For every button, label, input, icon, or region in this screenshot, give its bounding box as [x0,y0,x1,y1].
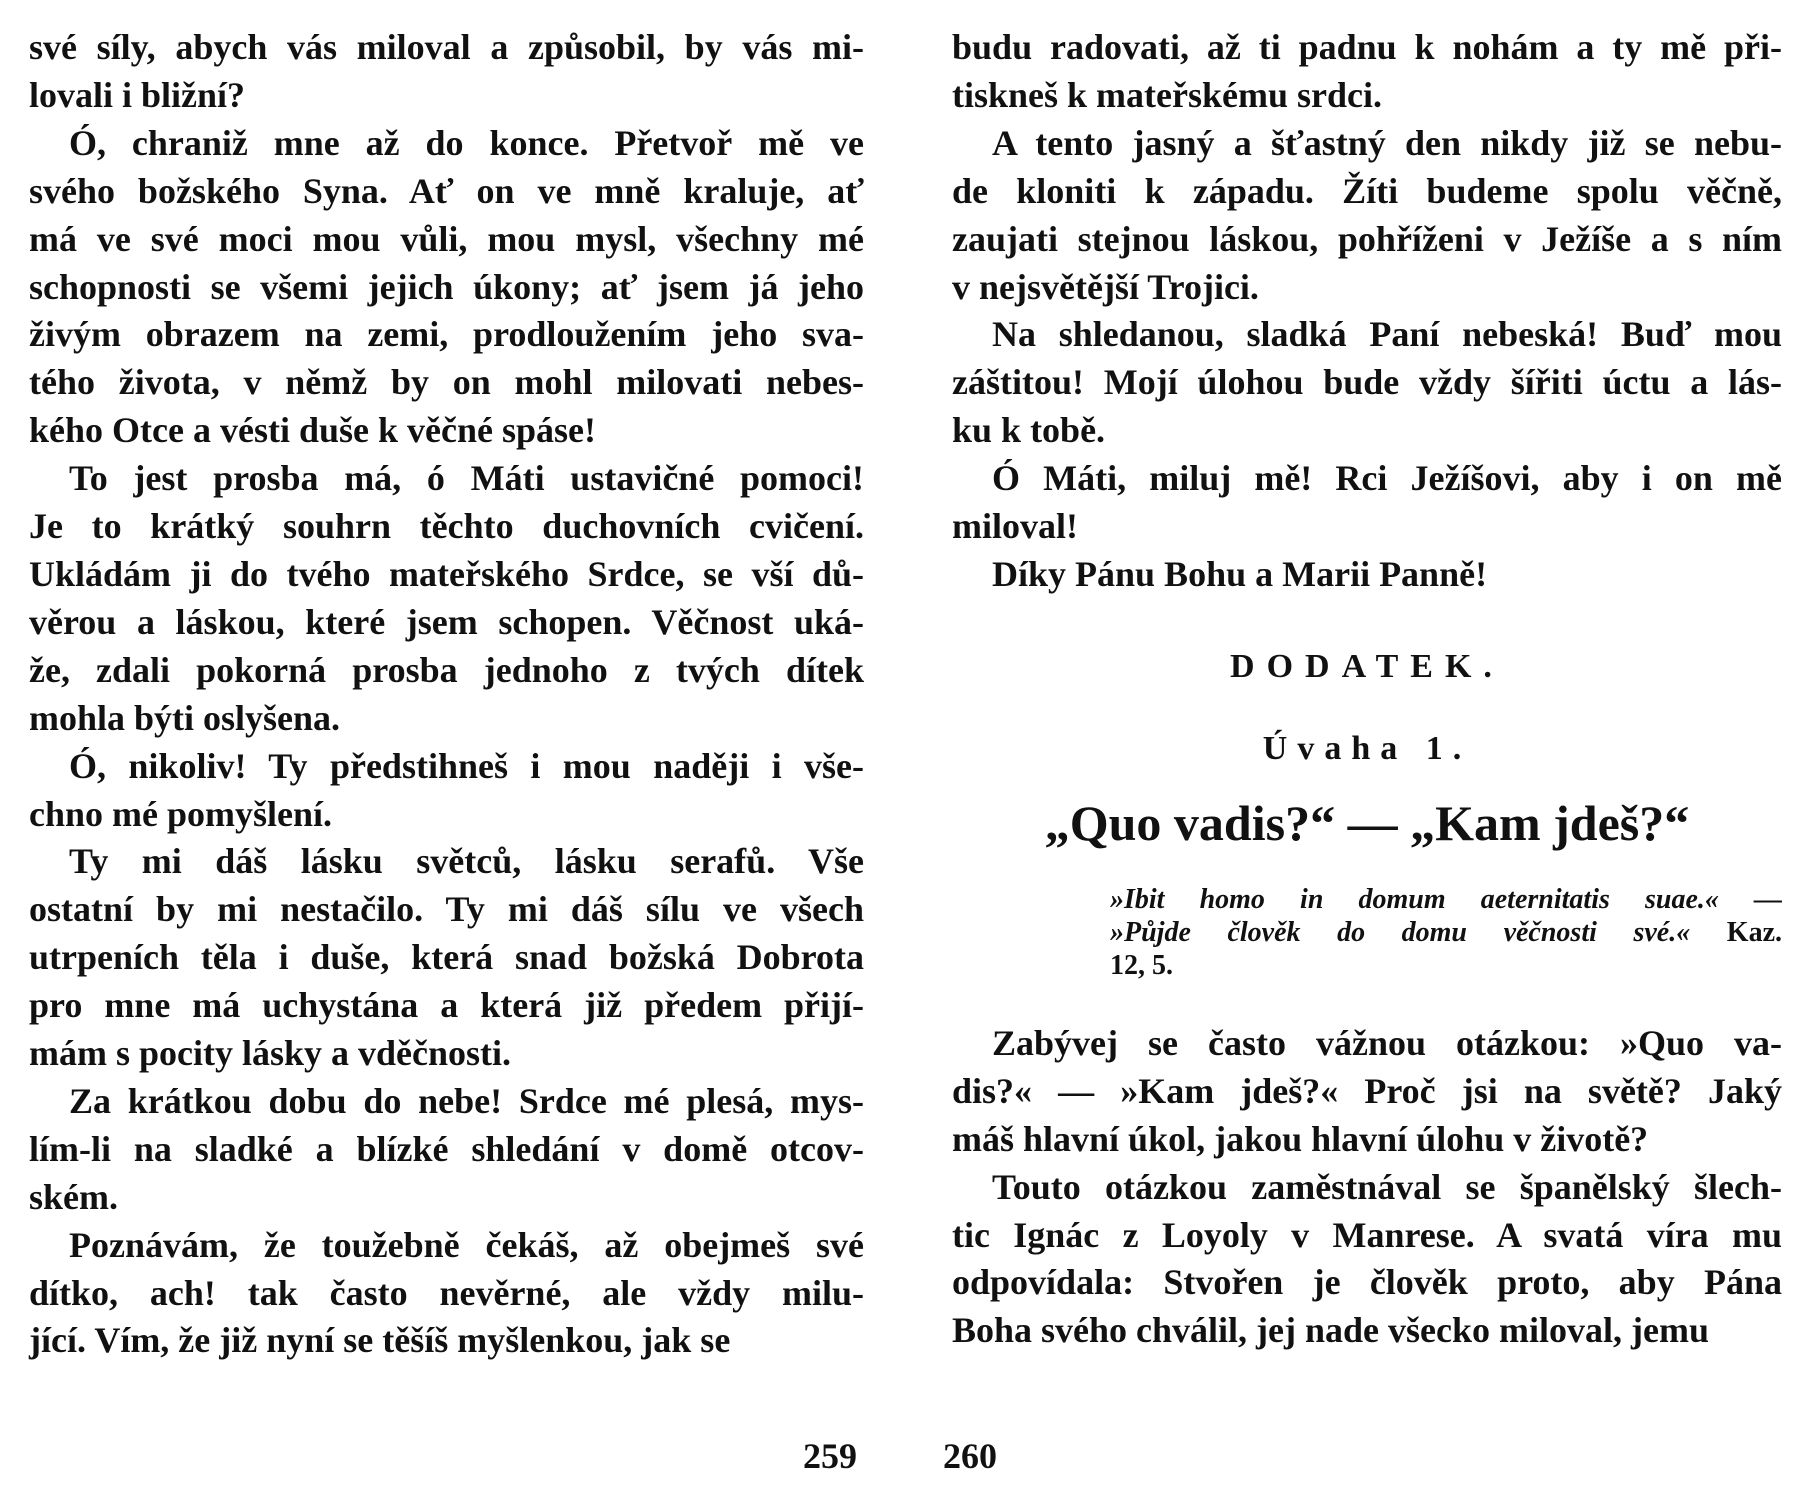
text-line: lovali i bližní? [29,74,246,115]
text-line: že, zdali pokorná prosba jednoho z tvých dítek [29,649,864,690]
text-line: má ve své moci mou vůli, mou mysl, všechny mé [29,218,864,259]
left-page [29,24,864,1365]
meditation-heading: Úvaha 1. [1262,729,1472,767]
text-line: chno mé pomyšlení. [29,793,333,834]
text-line: máš hlavní úkol, jakou hlavní úlohu v životě? [952,1118,1649,1159]
text-line: tic Ignác z Loyoly v Manrese. A svatá víra mu [952,1214,1782,1255]
paragraph [29,1078,864,1222]
text-line: živým obrazem na zemi, prodloužením jeho sva- [29,314,864,355]
text-line: zaujati stejnou láskou, pohříženi v Ježíše a s ním [952,218,1782,259]
text-line: ostatní by mi nestačilo. Ty mi dáš sílu ve všech [29,889,864,930]
paragraph [952,551,1782,599]
page-number-left: 259 [803,1436,857,1476]
text-line: Díky Pánu Bohu a Marii Panně! [992,553,1488,594]
motto-line-czech [1110,916,1782,949]
text-line: záštitou! Mojí úlohou bude vždy šířiti úctu a lás- [952,362,1782,403]
text-line: budu radovati, až ti padnu k nohám a ty mě při- [952,27,1782,67]
text-line: Je to krátký souhrn těchto duchovních cvičení. [29,506,864,547]
paragraph [29,1222,864,1366]
paragraph [29,24,864,120]
paragraph [952,120,1782,312]
paragraph [29,743,864,839]
text-line: miloval! [952,506,1078,547]
text-line: jící. Vím, že již nyní se těšíš myšlenkou, jak se [29,1320,731,1361]
text-line: To jest prosba má, ó Máti ustavičné pomoci! [69,458,864,499]
text-line: Ukládám ji do tvého mateřského Srdce, se vší dů- [29,553,864,594]
paragraph [952,455,1782,551]
text-line: Ó, chraniž mne až do konce. Přetvoř mě ve [69,122,864,163]
text-line: Touto otázkou zaměstnával se španělský šlech- [992,1166,1782,1207]
text-line: de kloniti k západu. Žíti budeme spolu věčně, [952,170,1782,211]
right-page-body-bottom [952,1020,1782,1355]
paragraph [29,455,864,742]
text-line: dis?« — »Kam jdeš?« Proč jsi na světě? Jaký [952,1070,1782,1111]
paragraph [29,838,864,1078]
text-line: tého života, v němž by on mohl milovati nebes- [29,362,864,403]
motto-reference-book: Kaz. [1726,916,1783,948]
text-line: lím-li na sladké a blízké shledání v domě otcov- [29,1128,864,1169]
text-line: své síly, abych vás miloval a způsobil, by vás mi- [29,27,864,67]
text-line: ku k tobě. [952,410,1106,451]
text-line: mohla býti oslyšena. [29,697,341,738]
paragraph [952,311,1782,455]
text-line: Ty mi dáš lásku světců, lásku serafů. Vše [69,841,864,882]
text-line: Na shledanou, sladká Paní nebeská! Buď mou [992,314,1782,355]
paragraph [29,120,864,455]
motto-czech-text: »Půjde člověk do domu věčnosti své.« [1110,916,1691,948]
text-line: svého božského Syna. Ať on ve mně kraluje, ať [29,170,864,211]
text-line: Zabývej se často vážnou otázkou: »Quo va- [992,1022,1782,1063]
paragraph [952,24,1782,120]
text-line: v nejsvětější Trojici. [952,266,1259,307]
text-line: Za krátkou dobu do nebe! Srdce mé plesá, mys- [69,1080,864,1121]
text-line: A tento jasný a šťastný den nikdy již se nebu- [992,122,1782,163]
motto-reference-verse: 12, 5. [1110,949,1173,981]
right-page [952,24,1782,1355]
text-line: tiskneš k mateřskému srdci. [952,74,1382,115]
left-page-body [29,24,864,1365]
text-line: odpovídala: Stvořen je člověk proto, aby Pána [952,1262,1782,1303]
right-page-body-top [952,24,1782,599]
text-line: ském. [29,1176,118,1217]
paragraph [952,1020,1782,1164]
text-line: dítko, ach! tak často nevěrné, ale vždy milu- [29,1272,864,1313]
text-line: mám s pocity lásky a vděčnosti. [29,1033,512,1074]
text-line: Boha svého chválil, jej nade všecko miloval, jemu [952,1310,1709,1351]
appendix-heading: DODATEK. [1230,647,1504,685]
text-line: kého Otce a vésti duše k věčné spáse! [29,410,596,451]
motto-quote [1110,883,1782,982]
text-line: Ó, nikoliv! Ty předstihneš i mou naději i vše- [69,745,864,786]
paragraph [952,1164,1782,1356]
text-line: věrou a láskou, které jsem schopen. Věčnost uká- [29,601,864,642]
meditation-title: „Quo vadis?“ — „Kam jdeš?“ [1044,794,1690,851]
page-number-right: 260 [943,1436,997,1476]
text-line: pro mne má uchystána a která již předem přijí- [29,985,864,1026]
text-line: Poznávám, že toužebně čekáš, až obejmeš své [69,1224,864,1265]
text-line: Ó Máti, miluj mě! Rci Ježíšovi, aby i on mě [992,458,1782,499]
text-line: schopnosti se všemi jejich úkony; ať jsem já jeho [29,266,864,307]
motto-line-latin: »Ibit homo in domum aeternitatis suae.« — [1110,883,1782,915]
text-line: utrpeních těla i duše, která snad božská Dobrota [29,937,864,978]
